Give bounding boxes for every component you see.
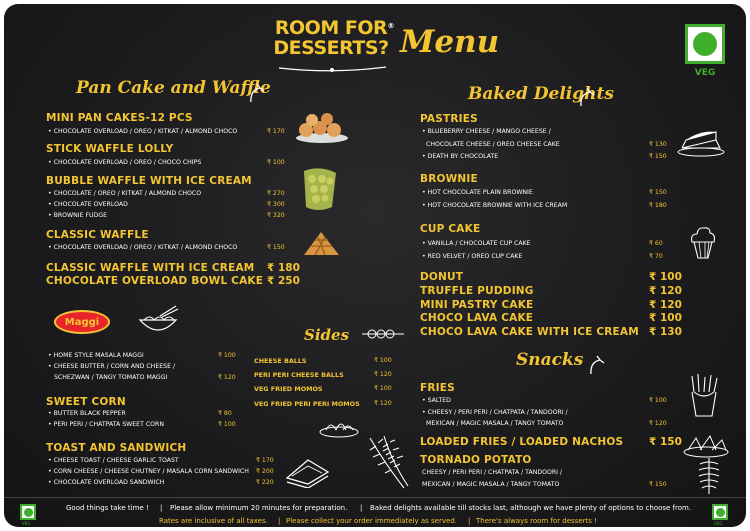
price-corn-1: ₹ 80 <box>218 410 232 417</box>
price-stick-waffle: ₹ 100 <box>267 159 285 166</box>
heading-bubble-waffle: BUBBLE WAFFLE WITH ICE CREAM <box>46 175 252 187</box>
item-bubble-1: • CHOCOLATE / OREO / KITKAT / ALMOND CHOCO <box>48 190 202 197</box>
maggi-logo: Maggi <box>54 310 110 334</box>
section-title-baked-delights: Baked Delights <box>468 84 614 104</box>
price-fries-1: ₹ 100 <box>649 397 667 404</box>
brand-line-2: DESSERTS? <box>273 37 389 59</box>
footer-veg-right-label: VEG <box>714 521 723 526</box>
price-corn-2: ₹ 100 <box>218 421 236 428</box>
heading-classic-waffle: CLASSIC WAFFLE <box>46 229 149 241</box>
heading-loaded-fries-nachos: LOADED FRIES / LOADED NACHOS <box>420 436 624 448</box>
curl-arrow-icon <box>578 86 598 108</box>
wheat-icon <box>364 434 414 492</box>
footer-sep-3: | <box>278 517 281 525</box>
heading-donut: DONUT <box>420 271 464 283</box>
footer-text-4: Rates are inclusive of all taxes. <box>159 517 268 525</box>
footer-text-2: Please allow minimum 20 minutes for preparation. <box>170 504 348 512</box>
item-mini-pancakes: • CHOCOLATE OVERLOAD / OREO / KITKAT / ALMOND CHOCO <box>48 128 238 135</box>
price-cupcake-1: ₹ 60 <box>649 240 663 247</box>
item-pastries-1: • BLUEBERRY CHEESE / MANGO CHEESE / <box>422 128 551 135</box>
item-brownie-2: • HOT CHOCOLATE BROWNIE WITH ICE CREAM <box>422 202 568 209</box>
item-pastries-3: • DEATH BY CHOCOLATE <box>422 153 499 160</box>
item-brownie-1: • HOT CHOCOLATE PLAIN BROWNIE <box>422 189 533 196</box>
veg-label: VEG <box>694 68 716 78</box>
nachos-icon <box>682 432 730 458</box>
section-title-snacks: Snacks <box>516 350 584 370</box>
price-classic-waffle-ice-cream: ₹ 180 <box>267 262 300 274</box>
fries-icon <box>684 372 724 418</box>
price-cupcake-2: ₹ 70 <box>649 253 663 260</box>
curl-arrow-icon <box>588 354 608 376</box>
price-brownie-2: ₹ 180 <box>649 202 667 209</box>
price-maggi-1: ₹ 100 <box>218 352 236 359</box>
price-tornado: ₹ 150 <box>649 481 667 488</box>
menu-board <box>4 4 746 527</box>
heading-pastries: PASTRIES <box>420 113 478 125</box>
price-loaded-fries-nachos: ₹ 150 <box>649 436 682 448</box>
section-title-sides: Sides <box>304 326 350 344</box>
tornado-potato-icon <box>694 456 724 496</box>
item-classic-waffle: • CHOCOLATE OVERLOAD / OREO / KITKAT / ALMOND CHOCO <box>48 244 238 251</box>
brand-logo <box>272 17 394 59</box>
classic-waffle-illustration <box>301 229 343 259</box>
side-price-2: ₹ 120 <box>374 371 392 378</box>
footer-text-1: Good things take time ! <box>66 504 149 512</box>
footer-sep-4: | <box>468 517 471 525</box>
heading-stick-waffle: STICK WAFFLE LOLLY <box>46 143 174 155</box>
footer-text-6: There's always room for desserts ! <box>476 517 597 525</box>
price-toast-1: ₹ 170 <box>256 457 274 464</box>
item-toast-3: • CHOCOLATE OVERLOAD SANDWICH <box>48 479 165 486</box>
heading-choco-lava-ice-cream: CHOCO LAVA CAKE WITH ICE CREAM <box>420 326 639 338</box>
item-pastries-2: CHOCOLATE CHEESE / OREO CHEESE CAKE <box>426 141 560 148</box>
menu-title: Menu <box>400 24 500 60</box>
footer-divider <box>4 497 746 498</box>
item-tornado-1: CHEESY / PERI PERI / CHATPATA / TANDOORI / <box>422 469 563 476</box>
price-fries-3: ₹ 120 <box>649 420 667 427</box>
heading-bowl-cake: CHOCOLATE OVERLOAD BOWL CAKE <box>46 275 264 287</box>
bubble-waffle-illustration <box>298 167 342 213</box>
price-choco-lava-ice-cream: ₹ 130 <box>649 326 682 338</box>
section-title-pancake-waffle: Pan Cake and Waffle <box>76 78 271 98</box>
price-donut: ₹ 100 <box>649 271 682 283</box>
price-toast-3: ₹ 220 <box>256 479 274 486</box>
price-choco-lava-cake: ₹ 100 <box>649 312 682 324</box>
heading-fries: FRIES <box>420 382 455 394</box>
heading-cup-cake: CUP CAKE <box>420 223 481 235</box>
skewer-icon <box>360 326 406 342</box>
momos-icon <box>318 414 360 438</box>
cupcake-icon <box>688 224 718 260</box>
price-brownie-1: ₹ 150 <box>649 189 667 196</box>
item-maggi-2: • CHEESE BUTTER / CORN AND CHEESE / <box>48 363 176 370</box>
item-cupcake-2: • RED VELVET / OREO CUP CAKE <box>422 253 523 260</box>
footer-sep-1: | <box>160 504 163 512</box>
price-mini-pastry-cake: ₹ 120 <box>649 299 682 311</box>
footer-sep-2: | <box>360 504 363 512</box>
price-bowl-cake: ₹ 250 <box>267 275 300 287</box>
item-maggi-1: • HOME STYLE MASALA MAGGI <box>48 352 144 359</box>
footer-text-5: Please collect your order immediately as served. <box>286 517 457 525</box>
price-mini-pancakes: ₹ 170 <box>267 128 285 135</box>
item-fries-1: • SALTED <box>422 397 451 404</box>
price-pastries-3: ₹ 150 <box>649 153 667 160</box>
noodle-bowl-icon <box>136 304 180 340</box>
heading-choco-lava-cake: CHOCO LAVA CAKE <box>420 312 534 324</box>
heading-brownie: BROWNIE <box>420 173 478 185</box>
item-fries-3: MEXICAN / MAGIC MASALA / TANGY TOMATO <box>426 420 564 427</box>
price-truffle-pudding: ₹ 120 <box>649 285 682 297</box>
side-price-1: ₹ 100 <box>374 357 392 364</box>
price-pastries-2: ₹ 130 <box>649 141 667 148</box>
item-corn-2: • PERI PERI / CHATPATA SWEET CORN <box>48 421 164 428</box>
footer-veg-right-icon <box>712 504 728 520</box>
heading-tornado-potato: TORNADO POTATO <box>420 454 532 466</box>
heading-classic-waffle-ice-cream: CLASSIC WAFFLE WITH ICE CREAM <box>46 262 255 274</box>
footer-veg-left-label: VEG <box>22 521 31 526</box>
price-bubble-2: ₹ 300 <box>267 201 285 208</box>
item-stick-waffle: • CHOCOLATE OVERLOAD / OREO / CHOCO CHIPS <box>48 159 202 166</box>
price-bubble-1: ₹ 270 <box>267 190 285 197</box>
item-toast-2: • CORN CHEESE / CHEESE CHUTNEY / MASALA CORN SANDWICH <box>48 468 249 475</box>
heading-sweet-corn: SWEET CORN <box>46 396 126 408</box>
cake-slice-icon <box>676 126 726 158</box>
price-classic-waffle: ₹ 150 <box>267 244 285 251</box>
item-tornado-2: MEXICAN / MAGIC MASALA / TANGY TOMATO <box>422 481 560 488</box>
side-item-4: VEG FRIED PERI PERI MOMOS <box>254 400 360 408</box>
side-item-1: CHEESE BALLS <box>254 357 307 365</box>
item-corn-1: • BUTTER BLACK PEPPER <box>48 410 126 417</box>
brand-line-1: ROOM FOR <box>274 17 388 39</box>
item-cupcake-1: • VANILLA / CHOCOLATE CUP CAKE <box>422 240 531 247</box>
item-bubble-3: • BROWNIE FUDGE <box>48 212 108 219</box>
side-price-4: ₹ 120 <box>374 400 392 407</box>
price-maggi-3: ₹ 120 <box>218 374 236 381</box>
heading-toast-sandwich: TOAST AND SANDWICH <box>46 442 187 454</box>
item-toast-1: • CHEESE TOAST / CHEESE GARLIC TOAST <box>48 457 179 464</box>
mini-pancakes-illustration <box>294 108 350 144</box>
brand-swoosh <box>274 64 392 74</box>
heading-mini-pastry-cake: MINI PASTRY CAKE <box>420 299 534 311</box>
curl-arrow-icon <box>248 82 268 104</box>
side-price-3: ₹ 100 <box>374 385 392 392</box>
sandwich-icon <box>284 456 330 488</box>
registered-mark: ® <box>387 22 394 30</box>
price-bubble-3: ₹ 320 <box>267 212 285 219</box>
side-item-2: PERI PERI CHEESE BALLS <box>254 371 344 379</box>
footer-veg-left-icon <box>20 504 36 520</box>
price-toast-2: ₹ 200 <box>256 468 274 475</box>
item-maggi-3: SCHEZWAN / TANGY TOMATO MAGGI <box>54 374 168 381</box>
heading-truffle-pudding: TRUFFLE PUDDING <box>420 285 534 297</box>
heading-mini-pancakes: MINI PAN CAKES-12 PCS <box>46 112 193 124</box>
item-bubble-2: • CHOCOLATE OVERLOAD <box>48 201 128 208</box>
veg-mark-icon <box>685 24 725 64</box>
item-fries-2: • CHEESY / PERI PERI / CHATPATA / TANDOORI / <box>422 409 568 416</box>
side-item-3: VEG FRIED MOMOS <box>254 385 323 393</box>
footer-text-3: Baked delights available till stocks last, although we have plenty of options to choose from. <box>370 504 692 512</box>
